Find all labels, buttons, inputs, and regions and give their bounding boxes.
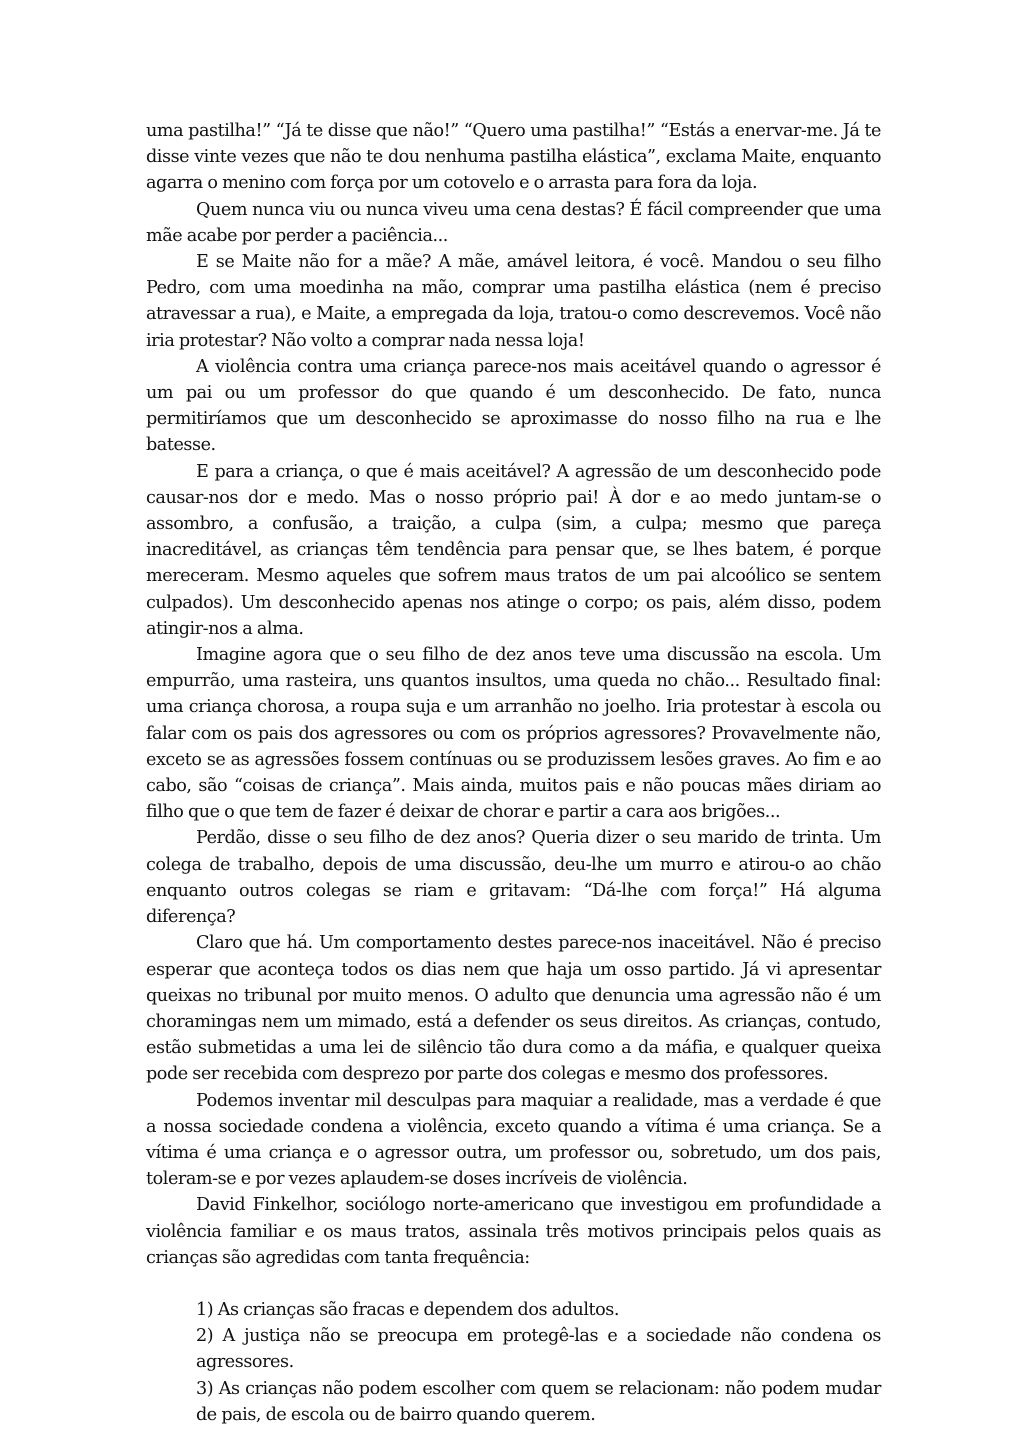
paragraph-7: Perdão, disse o seu filho de dez anos? Queria dizer o seu marido de trinta. Um colega de trabalho, depois de uma discussão, deu-lhe um murro e atirou-o ao chão enquanto outros colegas se riam e gritavam: “Dá-lhe com força!” Há alguma diferença? — [146, 828, 881, 928]
paragraph-5: E para a criança, o que é mais aceitável? A agressão de um desconhecido pode causar-nos dor e medo. Mas o nosso próprio pai! À dor e ao medo juntam-se o assombro, a confusão, a traição, a culpa (sim, a culpa; mesmo que pareça inacreditável, as crianças têm tendência para pensar que, se lhes batem, é porque mereceram. Mesmo aqueles que sofrem maus tratos de um pai alcoólico se sentem culpados). Um desconhecido apenas nos atinge o corpo; os pais, além disso, podem atingir-nos a alma. — [146, 461, 881, 639]
motives-list — [146, 1297, 881, 1428]
paragraph-6: Imagine agora que o seu filho de dez anos teve uma discussão na escola. Um empurrão, uma rasteira, uns quantos insultos, uma queda no chão... Resultado final: uma criança chorosa, a roupa suja e um arranhão no joelho. Iria protestar à escola ou falar com os pais dos agressores ou com os próprios agressores? Provavelmente não, exceto se as agressões fossem contínuas ou se produzissem lesões graves. Ao fim e ao cabo, são “coisas de criança”. Mais ainda, muitos pais e não poucas mães diriam ao filho que o que tem de fazer é deixar de chorar e partir a cara aos brigões... — [146, 645, 881, 823]
paragraph-10: David Finkelhor, sociólogo norte-americano que investigou em profundidade a violência familiar e os maus tratos, assinala três motivos principais pelos quais as crianças são agredidas com tanta frequência: — [146, 1195, 881, 1268]
list-item: 3) As crianças não podem escolher com quem se relacionam: não podem mudar de pais, de escola ou de bairro quando querem. — [196, 1378, 881, 1425]
paragraph-2: Quem nunca viu ou nunca viveu uma cena destas? É fácil compreender que uma mãe acabe por perder a paciência... — [146, 199, 881, 246]
paragraph-1: uma pastilha!” “Já te disse que não!” “Quero uma pastilha!” “Estás a enervar-me. Já te disse vinte vezes que não te dou nenhuma pastilha elástica”, exclama Maite, enquanto agarra o menino com força por um cotovelo e o arrasta para fora da loja. — [146, 121, 881, 194]
paragraph-8: Claro que há. Um comportamento destes parece-nos inaceitável. Não é preciso esperar que aconteça todos os dias nem que haja um osso partido. Já vi apresentar queixas no tribunal por muito menos. O adulto que denuncia uma agressão não é um choramingas nem um mimado, está a defender os seus direitos. As crianças, contudo, estão submetidas a uma lei de silêncio tão dura como a da máfia, e qualquer queixa pode ser recebida com desprezo por parte dos colegas e mesmo dos professores. — [146, 933, 881, 1085]
paragraph-9: Podemos inventar mil desculpas para maquiar a realidade, mas a verdade é que a nossa sociedade condena a violência, exceto quando a vítima é uma criança. Se a vítima é uma criança e o agressor outra, um professor ou, sobretudo, um dos pais, toleram-se e por vezes aplaudem-se doses incríveis de violência. — [146, 1090, 881, 1190]
list-item: 2) A justiça não se preocupa em protegê-las e a sociedade não condena os agressores. — [196, 1326, 881, 1373]
list-item: 1) As crianças são fracas e dependem dos adultos. — [196, 1299, 619, 1320]
paragraph-4: A violência contra uma criança parece-nos mais aceitável quando o agressor é um pai ou um professor do que quando é um desconhecido. De fato, nunca permitiríamos que um desconhecido se aproximasse do nosso filho na rua e lhe batesse. — [146, 356, 881, 456]
paragraph-3: E se Maite não for a mãe? A mãe, amável leitora, é você. Mandou o seu filho Pedro, com uma moedinha na mão, comprar uma pastilha elástica (nem é preciso atravessar a rua), e Maite, a empregada da loja, tratou-o como descrevemos. Você não iria protestar? Não volto a comprar nada nessa loja! — [146, 252, 881, 351]
